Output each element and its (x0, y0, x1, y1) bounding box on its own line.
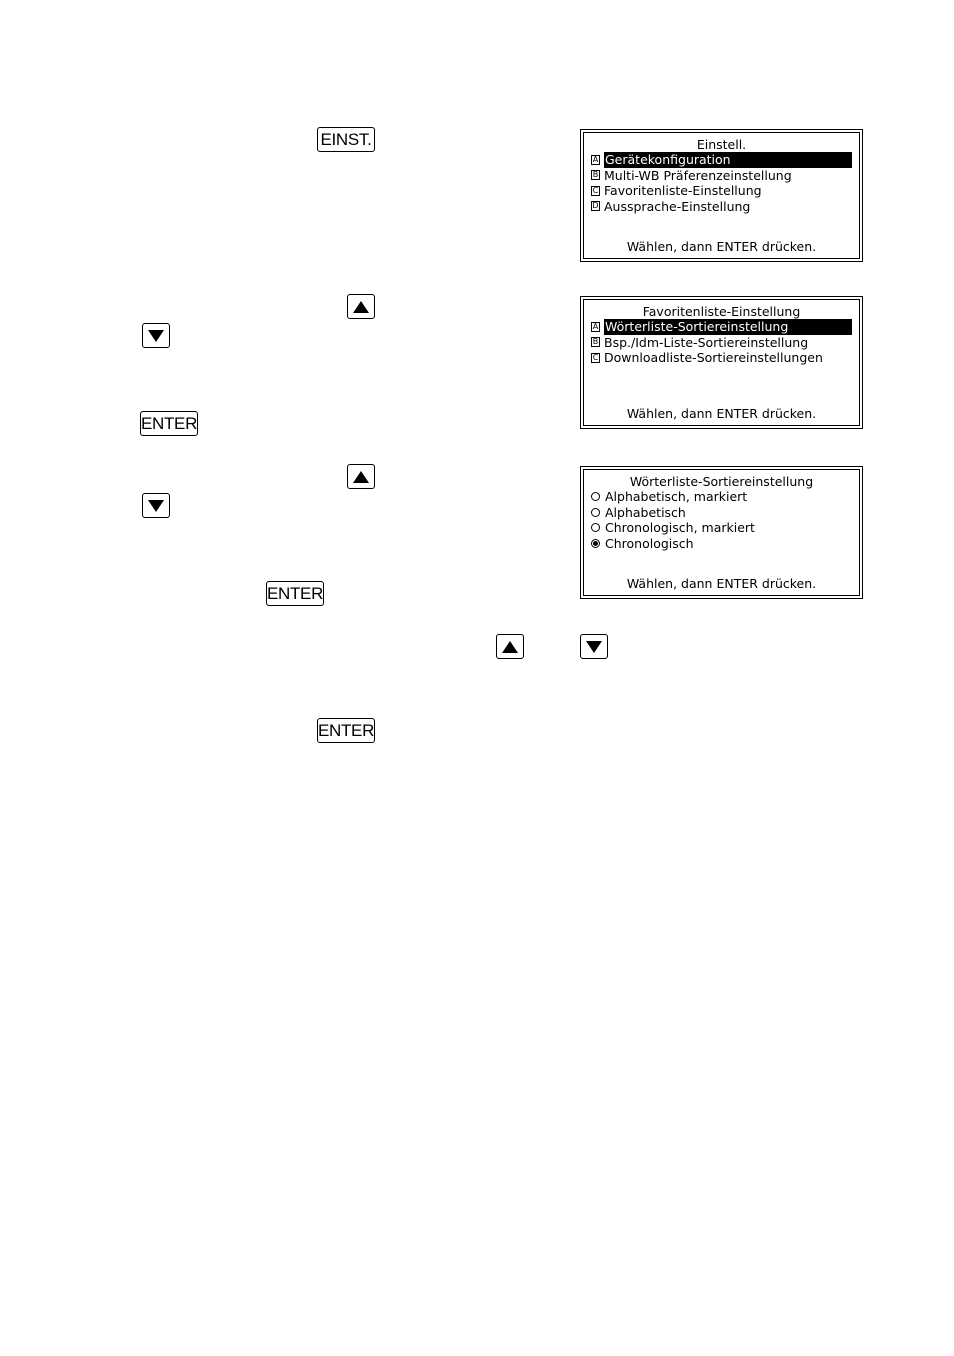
menu-item-label: Favoritenliste-Einstellung (604, 183, 762, 198)
menu-item-label: Aussprache-Einstellung (604, 198, 751, 214)
radio-option-alphabetisch[interactable] (591, 505, 852, 521)
screen-hint: Wählen, dann ENTER drücken. (626, 576, 817, 591)
radio-option-label: Alphabetisch (605, 504, 686, 520)
einst-key[interactable]: EINST. (317, 127, 375, 152)
menu-letter: B (592, 337, 599, 347)
enter-key[interactable]: ENTER (140, 411, 198, 436)
radio-icon (591, 492, 600, 501)
radio-icon (591, 508, 600, 517)
down-arrow-key-icon[interactable] (142, 323, 170, 348)
radio-option-label: Chronologisch (605, 535, 694, 551)
settings-menu-list (591, 152, 852, 214)
menu-item-bsp-idm-sort[interactable] (591, 335, 852, 351)
down-arrow-key-icon[interactable] (580, 634, 608, 659)
menu-item-label: Multi-WB Präferenzeinstellung (604, 167, 792, 183)
menu-item-downloadliste-sort[interactable] (591, 350, 852, 366)
up-arrow-key-icon[interactable] (347, 294, 375, 319)
menu-item-label: Downloadliste-Sortiereinstellungen (604, 350, 823, 365)
screen-title: Einstell. (696, 137, 747, 152)
menu-letter: C (592, 185, 599, 195)
menu-letter: A (592, 321, 599, 331)
enter-key[interactable]: ENTER (317, 718, 375, 743)
sort-settings-screen (580, 466, 863, 599)
screen-title: Wörterliste-Sortiereinstellung (629, 474, 814, 489)
screen-frame (583, 299, 860, 426)
menu-letter: B (592, 170, 599, 180)
menu-item-geraetekonfiguration[interactable] (591, 152, 852, 168)
menu-item-aussprache[interactable] (591, 199, 852, 215)
menu-item-label: Wörterliste-Sortiereinstellung (604, 319, 852, 335)
settings-menu-screen (580, 129, 863, 262)
menu-item-multi-wb[interactable] (591, 168, 852, 184)
radio-option-label: Chronologisch, markiert (605, 520, 755, 535)
favorites-menu-list (591, 319, 852, 366)
screen-frame (583, 469, 860, 596)
up-arrow-key-icon[interactable] (496, 634, 524, 659)
menu-item-favoritenliste[interactable] (591, 183, 852, 199)
radio-icon (591, 523, 600, 532)
menu-item-label: Bsp./Idm-Liste-Sortiereinstellung (604, 334, 809, 350)
sort-options-list (591, 489, 852, 551)
down-arrow-key-icon[interactable] (142, 493, 170, 518)
screen-frame (583, 132, 860, 259)
menu-item-label: Gerätekonfiguration (604, 152, 852, 168)
menu-letter: A (592, 154, 599, 164)
menu-letter: D (592, 201, 599, 211)
menu-letter: C (592, 352, 599, 362)
up-arrow-key-icon[interactable] (347, 464, 375, 489)
radio-option-alphabetisch-markiert[interactable] (591, 489, 852, 505)
enter-key[interactable]: ENTER (266, 581, 324, 606)
radio-option-chronologisch[interactable] (591, 536, 852, 552)
screen-title: Favoritenliste-Einstellung (642, 304, 801, 319)
radio-option-chronologisch-markiert[interactable] (591, 520, 852, 536)
screen-hint: Wählen, dann ENTER drücken. (626, 239, 817, 254)
screen-hint: Wählen, dann ENTER drücken. (626, 406, 817, 421)
radio-selected-icon (591, 539, 600, 548)
radio-option-label: Alphabetisch, markiert (605, 489, 748, 504)
favorites-settings-screen (580, 296, 863, 429)
menu-item-woerterliste-sort[interactable] (591, 319, 852, 335)
